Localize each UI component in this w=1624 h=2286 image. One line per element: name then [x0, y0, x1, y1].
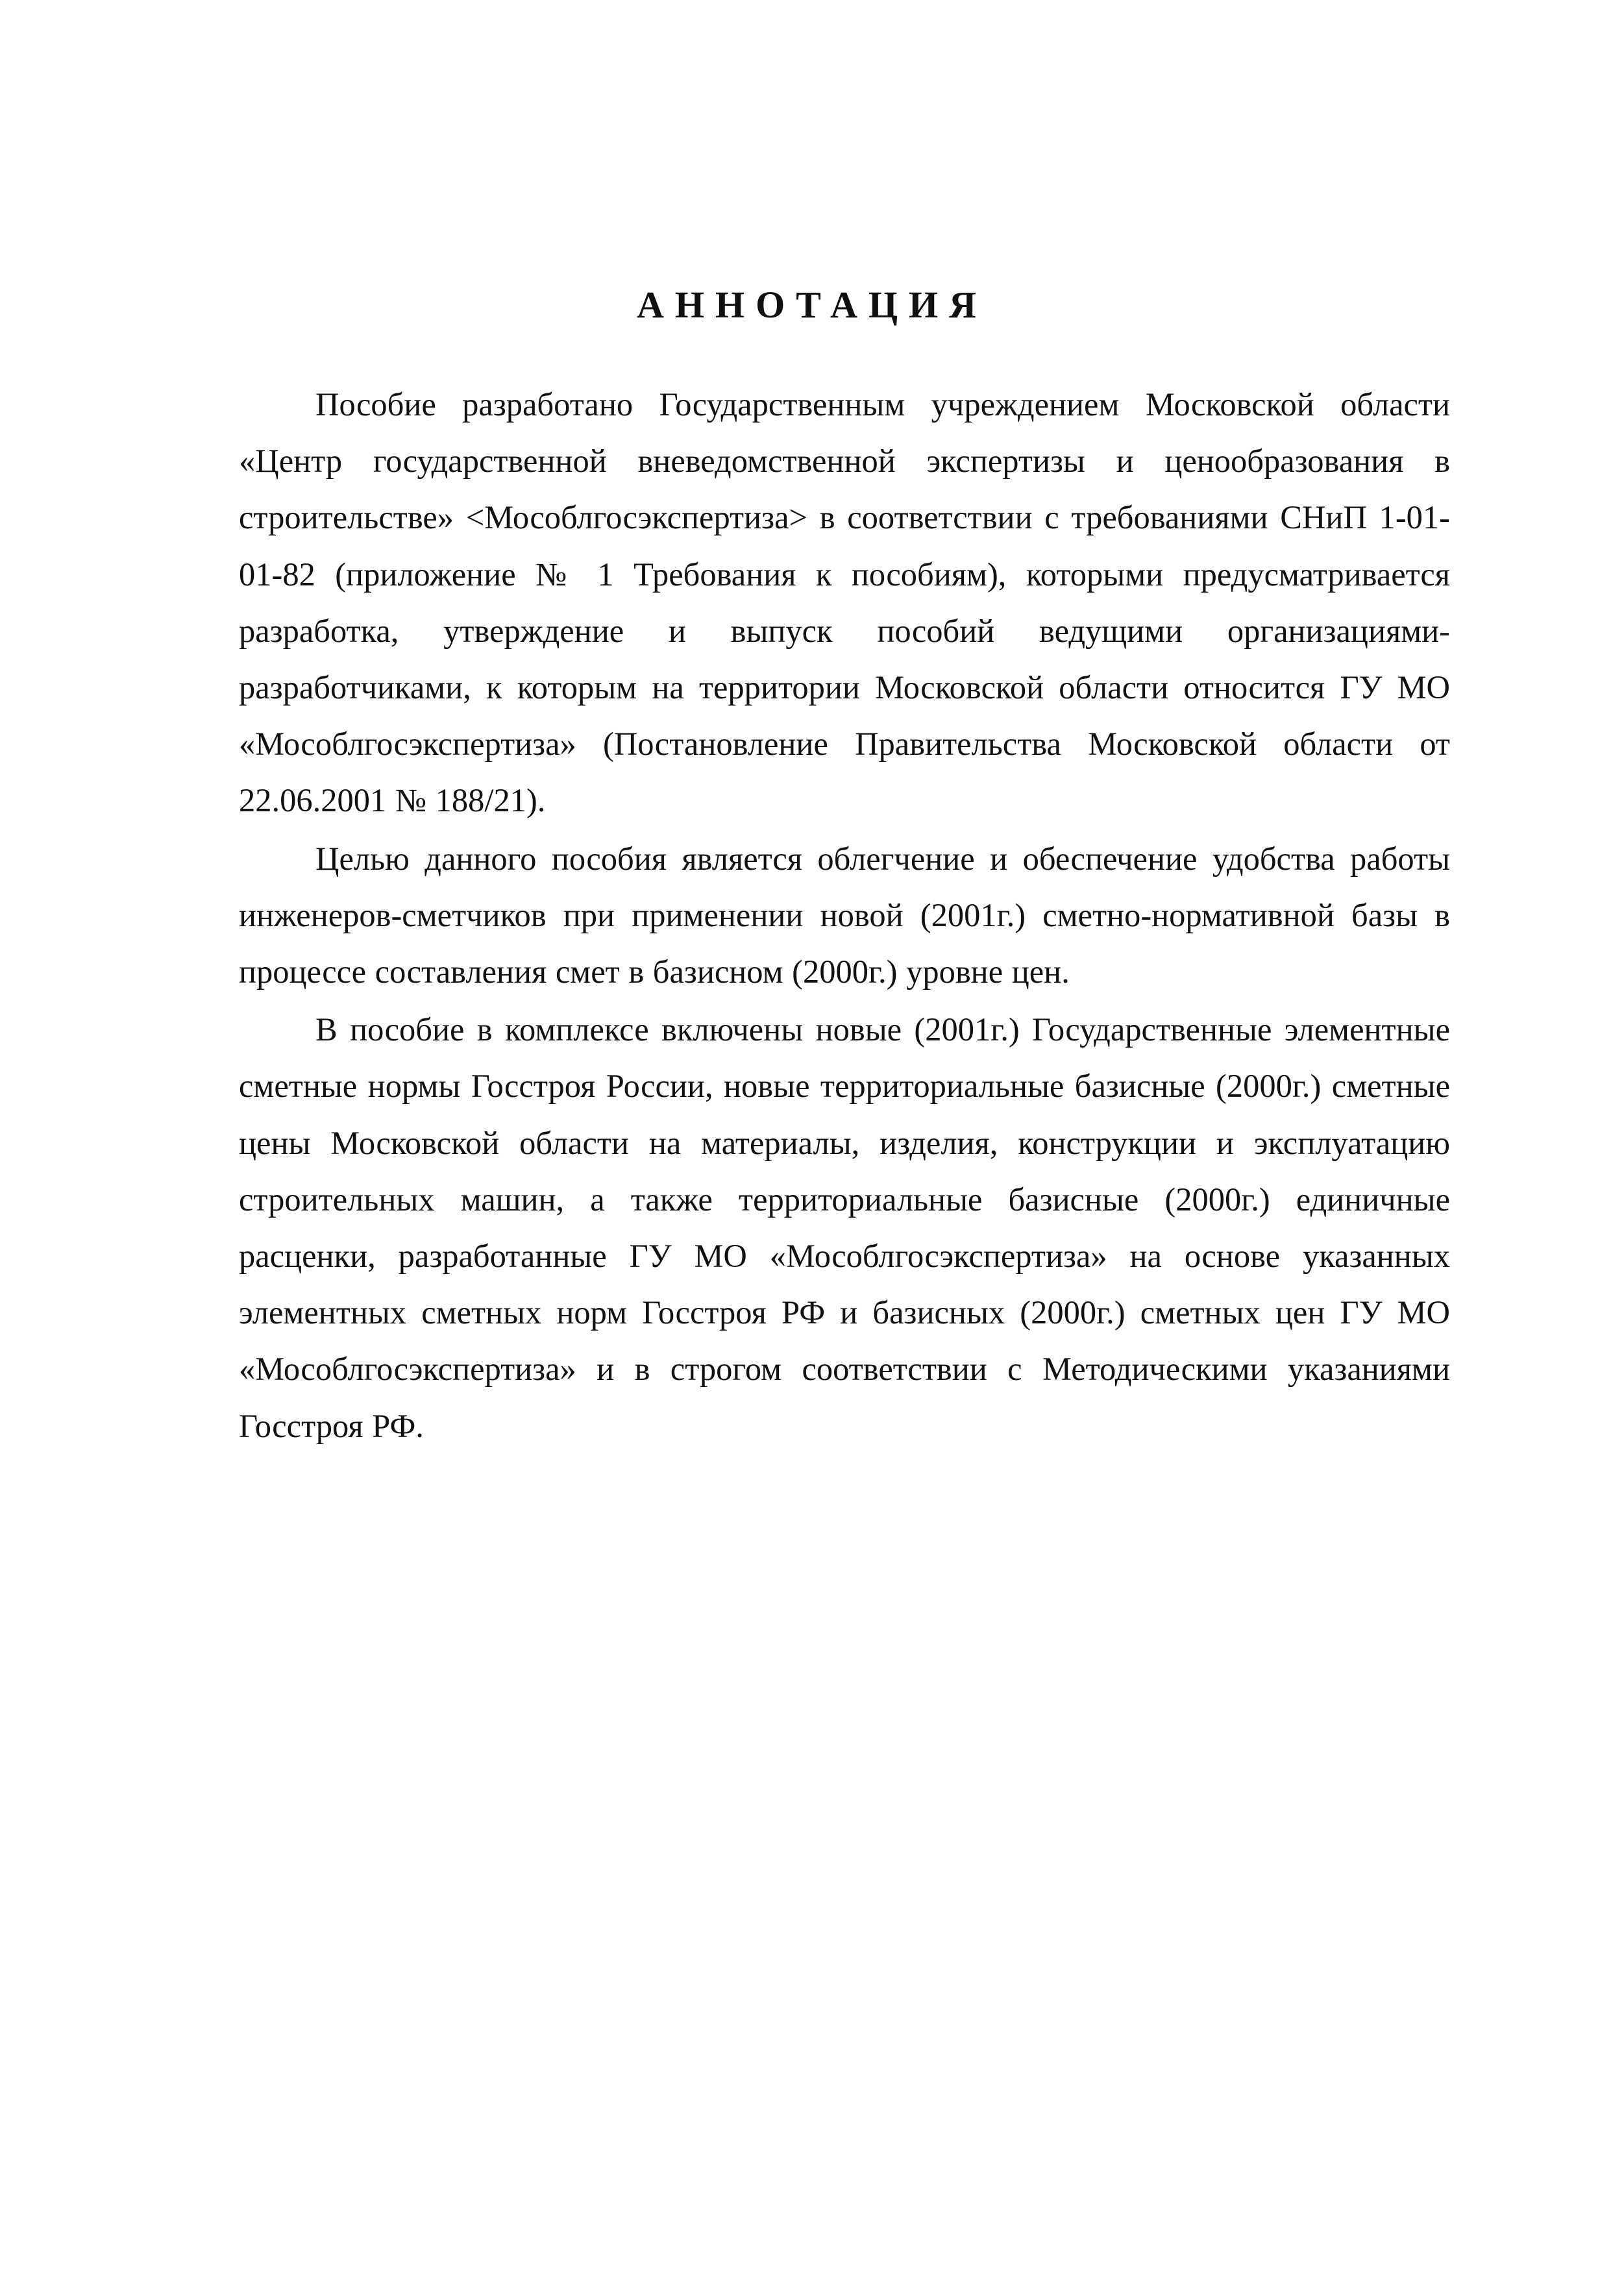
paragraph-2: Целью данного пособия является облегчение и обеспечение удобства работы инженеров-сметчиков при применении новой (2001г.) сметно-нормативной базы в процессе составления смет в базисном (2000г.) уровне цен.: [239, 840, 1450, 990]
annotation-title: АННОТАЦИЯ: [636, 284, 988, 326]
paragraph-3: В пособие в комплексе включены новые (2001г.) Государственные элементные сметные нормы Госстроя России, новые территориальные базисные (2000г.) сметные цены Московской области на материалы, изделия, конструкции и эксплуатацию строительных машин, а также территориальные базисные (2000г.) единичные расценки, разработанные ГУ МО «Мособлгосэкспертиза» на основе указанных элементных сметных норм Госстроя РФ и базисных (2000г.) сметных цен ГУ МО «Мособлгосэкспертиза» и в строгом соответствии с Методическими указаниями Госстроя РФ.: [239, 1011, 1450, 1444]
paragraph-1: Пособие разработано Государственным учреждением Московской области «Центр государственной вневедомственной экспертизы и ценообразования в строительстве» <Мособлгосэкспертиза> в соответствии с требованиями СНиП 1-01-01-82 (приложение № 1 Требования к пособиям), которыми предусматривается разработка, утверждение и выпуск пособий ведущими организациями-разработчиками, к которым на территории Московской области относится ГУ МО «Мособлгосэкспертиза» (Постановление Правительства Московской области от 22.06.2001 № 188/21).: [239, 386, 1450, 819]
annotation-body: [239, 376, 1450, 1456]
